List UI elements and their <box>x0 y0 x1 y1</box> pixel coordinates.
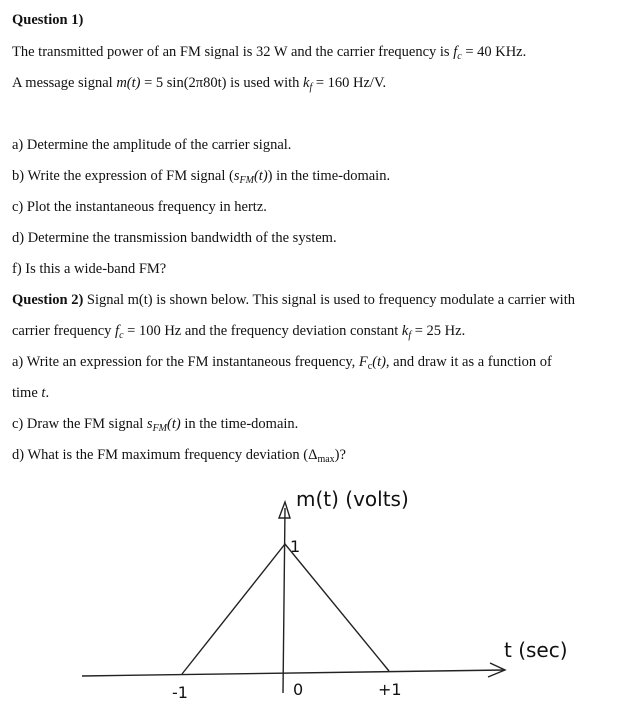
q2-part-c: c) Draw the FM signal $s_{FM}(t)$ in the time-domain. <box>12 416 299 434</box>
q2-part-d: d) What is the FM maximum frequency deviation $(\Delta_{max})$? <box>12 447 346 465</box>
tick-label-pos1: +1 <box>378 680 402 699</box>
q1-part-a: a) Determine the amplitude of the carrier signal. <box>12 137 292 153</box>
q1-part-f: f) Is this a wide-band FM? <box>12 261 167 277</box>
tick-label-neg1: -1 <box>172 683 188 702</box>
q1-part-d: d) Determine the transmission bandwidth of the system. <box>12 230 337 246</box>
q1-part-b: b) Write the expression of FM signal $(s_{FM}(t))$ in the time-domain. <box>12 168 391 186</box>
q2-heading: Question 2) <box>12 292 84 308</box>
q1-heading: Question 1) <box>12 12 84 28</box>
tick-label-zero: 0 <box>293 680 304 699</box>
q1-line1: The transmitted power of an FM signal is 32 W and the carrier frequency is $f_c = 40$ KHz. <box>12 44 527 62</box>
q2-line2: carrier frequency $f_c = 100$ Hz and the frequency deviation constant $k_f = 25$ Hz. <box>12 323 466 341</box>
x-axis-label: t (sec) <box>504 638 568 662</box>
q2-line1: Question 2) Signal m(t) is shown below. This signal is used to frequency modulate a carrier with <box>12 292 575 308</box>
triangle-signal-figure <box>0 480 620 710</box>
q1-line2: A message signal m(t) = 5 sin(2π80t) is used with $k_f = 160$ Hz/V. <box>12 75 387 93</box>
time-axis <box>82 670 505 676</box>
q2-part-a: a) Write an expression for the FM instantaneous frequency, $F_c(t)$, and draw it as a function of <box>12 354 552 372</box>
peak-value-label: 1 <box>290 537 301 556</box>
q1-part-c: c) Plot the instantaneous frequency in hertz. <box>12 199 267 215</box>
triangle-waveform <box>182 544 389 674</box>
amplitude-axis <box>283 508 285 693</box>
q2-part-a-cont: time t. <box>12 385 50 401</box>
y-axis-label: m(t) (volts) <box>296 487 409 511</box>
